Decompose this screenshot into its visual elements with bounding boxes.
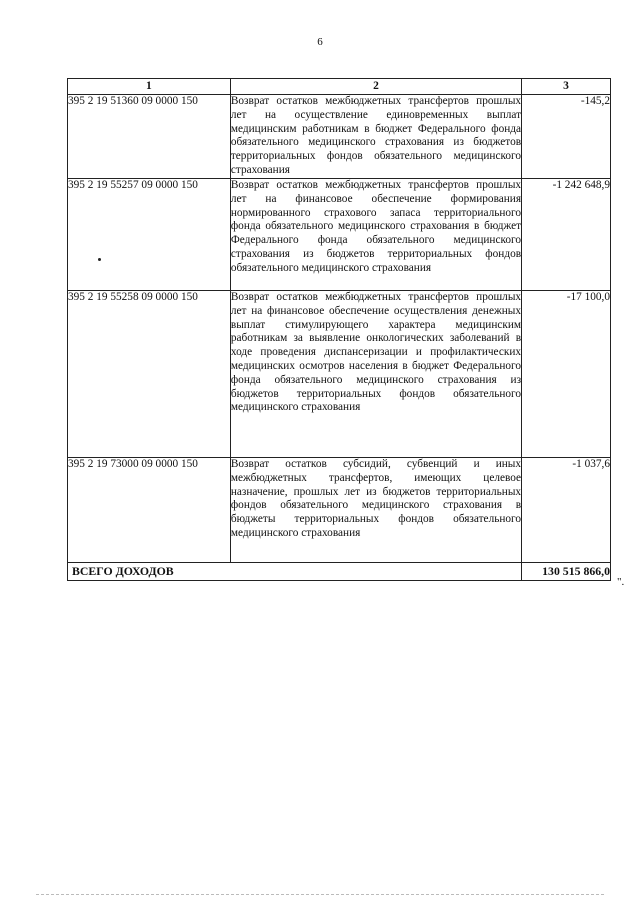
total-row <box>68 563 611 581</box>
budget-description: Возврат остатков межбюджетных трансфертов прошлых лет на финансовое обеспечение осуществления денежных выплат стимулирующего характера медицинским работникам за выявление онкологических заболеваний в ходе проведения диспансеризации и профилактических медицинских осмотров населения в бюджет Федерального фонда обязательного медицинского страхования из бюджетов территориальных фондов обязательного медицинского страхования <box>230 291 521 458</box>
table-row <box>68 179 611 291</box>
header-col-2: 2 <box>230 79 521 95</box>
budget-value: -1 242 648,9 <box>522 179 611 291</box>
budget-description: Возврат остатков субсидий, субвенций и иных межбюджетных трансфертов, имеющих целевое назначение, прошлых лет из бюджетов территориальных фондов обязательного медицинского страхования в бюджеты территориальных фондов обязательного медицинского страхования <box>230 458 521 563</box>
scan-edge-line <box>36 894 604 895</box>
page-number: 6 <box>317 36 323 48</box>
budget-code: 395 2 19 55257 09 0000 150 <box>68 179 231 291</box>
budget-code: 395 2 19 55258 09 0000 150 <box>68 291 231 458</box>
budget-description: Возврат остатков межбюджетных трансфертов прошлых лет на осуществление единовременных выплат медицинским работникам в бюджет Федерального фонда обязательного медицинского страхования из бюджетов территориальных фондов обязательного медицинского страхования <box>230 95 521 179</box>
total-label: ВСЕГО ДОХОДОВ <box>68 563 522 581</box>
header-col-1: 1 <box>68 79 231 95</box>
budget-code: 395 2 19 51360 09 0000 150 <box>68 95 231 179</box>
table-row <box>68 95 611 179</box>
revenue-table <box>67 78 611 581</box>
total-value: 130 515 866,0 <box>522 563 611 581</box>
budget-code: 395 2 19 73000 09 0000 150 <box>68 458 231 563</box>
budget-value: -1 037,6 <box>522 458 611 563</box>
budget-description: Возврат остатков межбюджетных трансфертов прошлых лет на финансовое обеспечение формирования нормированного страхового запаса территориального фонда обязательного медицинского страхования в бюджет Федерального фонда обязательного медицинского страхования из бюджетов территориальных фондов обязательного медицинского страхования <box>230 179 521 291</box>
budget-value: -145,2 <box>522 95 611 179</box>
closing-quote-mark: ". <box>617 576 625 588</box>
table-row <box>68 291 611 458</box>
budget-value: -17 100,0 <box>522 291 611 458</box>
header-col-3: 3 <box>522 79 611 95</box>
scan-speck <box>98 258 101 261</box>
table-row <box>68 458 611 563</box>
table-header-row <box>68 79 611 95</box>
